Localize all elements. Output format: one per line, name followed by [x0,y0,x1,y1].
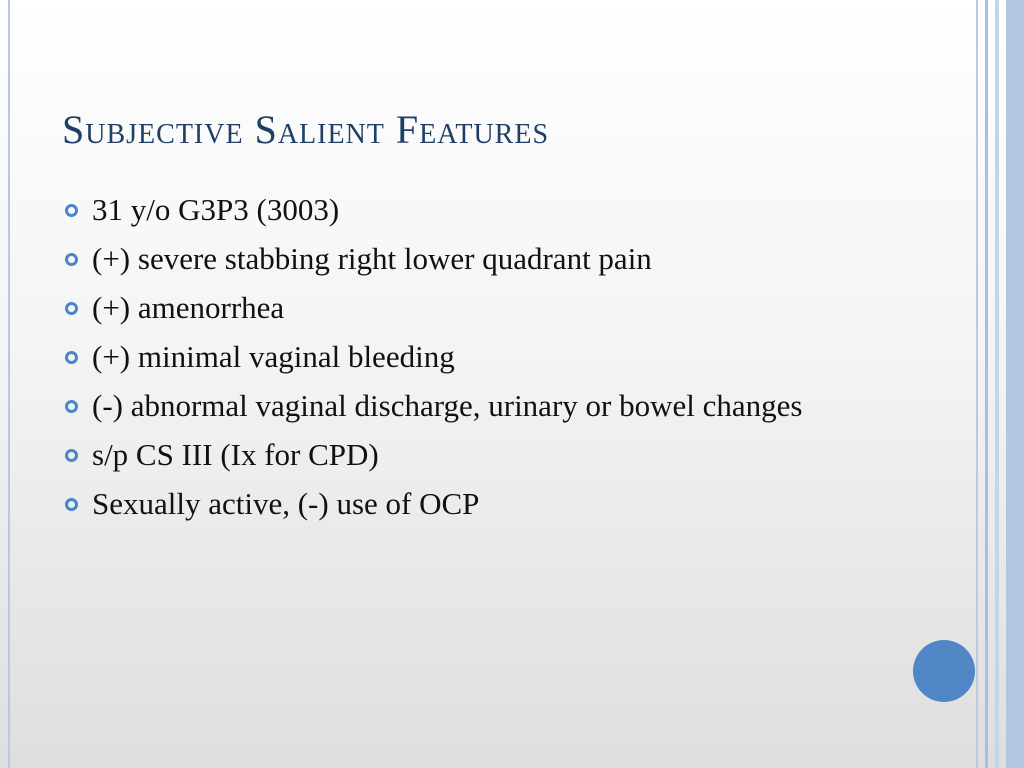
bullet-text: s/p CS III (Ix for CPD) [92,437,379,472]
bullet-item [62,484,892,524]
bullet-circle-icon [65,351,78,364]
bullet-item [62,190,892,230]
bullet-text: (+) minimal vaginal bleeding [92,339,455,374]
bullet-circle-icon [65,253,78,266]
right-stripe-3 [995,0,999,768]
bullet-item [62,386,892,426]
right-stripe-1 [976,0,978,768]
right-stripe-4 [1006,0,1024,768]
bullet-text: (+) severe stabbing right lower quadrant pain [92,241,652,276]
bullet-circle-icon [65,302,78,315]
bullet-item [62,239,892,279]
bullet-circle-icon [65,498,78,511]
left-border-rule [8,0,10,768]
bullet-text: Sexually active, (-) use of OCP [92,486,480,521]
bullet-text: 31 y/o G3P3 (3003) [92,192,340,227]
slide-title: Subjective Salient Features [62,107,550,152]
right-stripe-2 [985,0,988,768]
bullet-circle-icon [65,204,78,217]
bullet-item [62,337,892,377]
bullet-circle-icon [65,400,78,413]
bullet-item [62,435,892,475]
bullet-item [62,288,892,328]
bullet-text: (-) abnormal vaginal discharge, urinary or bowel changes [92,388,803,423]
bullet-circle-icon [65,449,78,462]
decorative-circle-icon [913,640,975,702]
bullet-text: (+) amenorrhea [92,290,285,325]
bullet-list [62,190,892,533]
